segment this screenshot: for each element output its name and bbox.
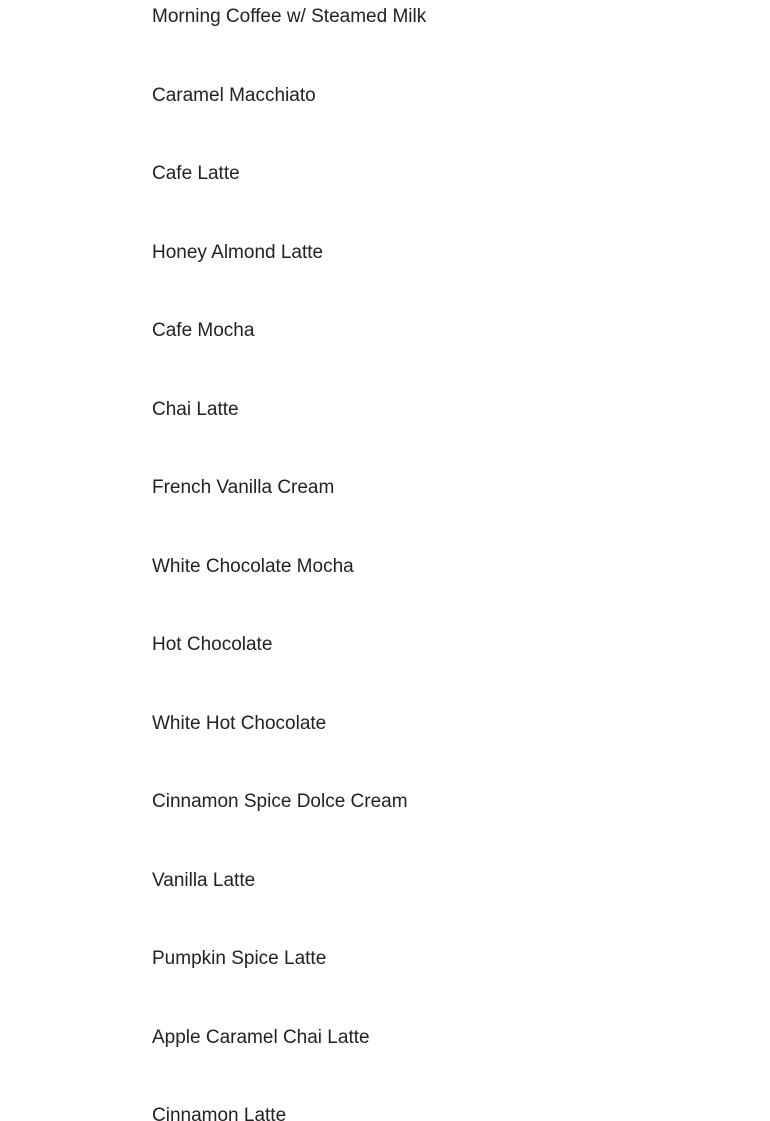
list-item[interactable] [152,157,426,236]
drink-name-label: Hot Chocolate [152,634,273,655]
drink-list [152,0,426,1121]
list-item[interactable] [152,393,426,472]
list-item[interactable] [152,864,426,943]
drink-name-label: Apple Caramel Chai Latte [152,1026,370,1048]
drink-name-label: Cafe Latte [152,163,240,184]
drink-name-label: Cafe Mocha [152,320,255,341]
drink-name-label: Cinnamon Spice Dolce Cream [152,791,408,812]
drink-name-label: White Chocolate Mocha [152,555,354,577]
drink-name-label: Cinnamon Latte [152,1105,287,1121]
drink-name-label: Vanilla Latte [152,869,256,891]
list-item[interactable] [152,0,426,79]
drink-name-label: Honey Almond Latte [152,241,324,263]
drink-name-label: Morning Coffee w/ Steamed Milk [152,6,427,27]
list-item[interactable] [152,1099,426,1121]
drink-name-label: Chai Latte [152,398,239,420]
list-item[interactable] [152,79,426,158]
list-item[interactable] [152,236,426,315]
list-item[interactable] [152,314,426,393]
drink-name-label: French Vanilla Cream [152,477,335,498]
list-item[interactable] [152,1021,426,1100]
drink-name-label: Pumpkin Spice Latte [152,948,327,969]
list-item[interactable] [152,785,426,864]
drink-name-label: Caramel Macchiato [152,84,316,106]
drink-name-label: White Hot Chocolate [152,712,327,734]
list-item[interactable] [152,471,426,550]
list-item[interactable] [152,550,426,629]
list-item[interactable] [152,707,426,786]
list-item[interactable] [152,942,426,1021]
list-item[interactable] [152,628,426,707]
